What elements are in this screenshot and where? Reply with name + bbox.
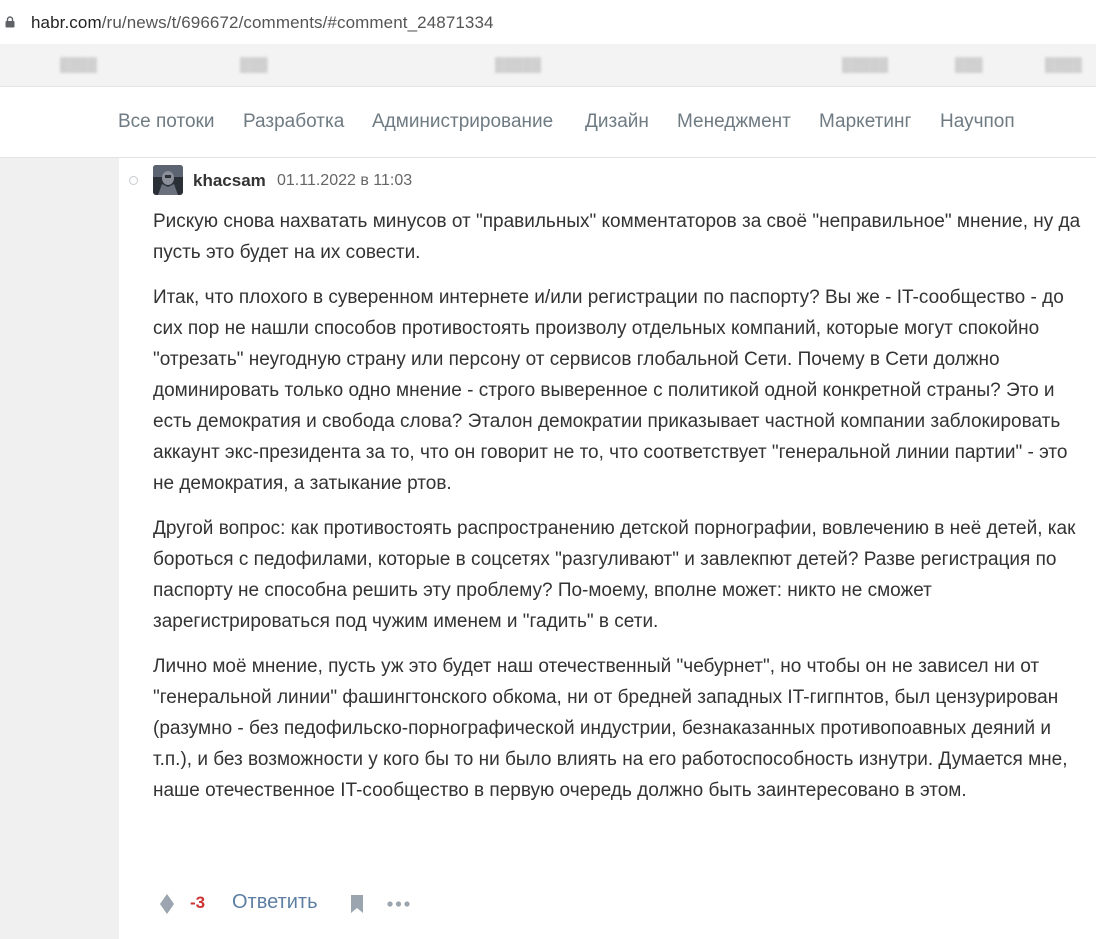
blurred-text: ███ bbox=[240, 57, 268, 72]
avatar-image bbox=[153, 165, 183, 195]
blurred-text: ████ bbox=[60, 57, 97, 72]
comment-paragraph: Лично моё мнение, пусть уж это будет наш отечественный "чебурнет", но чтобы он не зависел ни от "генеральной линии" фашингтонского обкома, ни от бредней западных IT-гигпнтов, был цензурирован (разумно - без педофильско-порнографической индустрии, безнаказанных противопоавных деяний и т.п.), и без возможности у кого бы то ни было влиять на его работоспособность изнутри. Думается мне, наше отечественное IT-сообщество в первую очередь должно быть заинтересовано в этом. bbox=[153, 656, 1068, 801]
bookmark-icon[interactable] bbox=[349, 894, 365, 914]
comment-datetime[interactable]: 01.11.2022 в 11:03 bbox=[277, 172, 413, 189]
blurred-text: █████ bbox=[495, 57, 542, 72]
browser-address-bar[interactable] bbox=[0, 0, 1096, 44]
nav-item-all-flows[interactable]: Все потоки bbox=[118, 111, 215, 132]
reply-button[interactable]: Ответить bbox=[232, 891, 318, 913]
comment-footer bbox=[159, 890, 559, 918]
nav-item-marketing[interactable]: Маркетинг bbox=[819, 111, 912, 132]
comment-paragraph: Итак, что плохого в суверенном интернете и/или регистрации по паспорту? Вы же - IT-сообщество - до сих пор не нашли способов противостоять произволу отдельных компаний, которые могут спокойно "отрезать" неугодную страну или персону от сервисов глобальной Сети. Почему в Сети должно доминировать только одно мнение - строго выверенное с политикой одной конкретной страны? Это и есть демократия и свобода слова? Эталон демократии приказывает частной компании заблокировать аккаунт экс-президента за то, что он говорит не то, что соответствует "генеральной линии партии" - это не демократия, а затыкание ртов. bbox=[153, 287, 1068, 494]
nav-item-administration[interactable]: Администрирование bbox=[372, 111, 554, 132]
comment-paragraph: Рискую снова нахватать минусов от "правильных" комментаторов за своё "неправильное" мнение, ну да пусть это будет на их совести. bbox=[153, 211, 1081, 263]
comment-paragraph: Другой вопрос: как противостоять распространению детской порнографии, вовлечению в неё детей, как бороться с педофилами, которые в соцсетях "разгуливают" и завлекпют детей? Разве регистрация по паспорту не способна решить эту проблему? По-моему, вполне может: никто не сможет зарегистрироваться под чужим именем и "гадить" в сети. bbox=[153, 518, 1076, 632]
blurred-text: ████ bbox=[1045, 57, 1082, 72]
comment-card bbox=[119, 158, 1096, 939]
comment-body bbox=[153, 206, 1083, 820]
nav-item-design[interactable]: Дизайн bbox=[585, 111, 649, 132]
url-host: habr.com bbox=[31, 13, 102, 32]
nav-item-popsci[interactable]: Научпоп bbox=[940, 111, 1015, 132]
nav-item-development[interactable]: Разработка bbox=[243, 111, 345, 132]
vote-icon[interactable] bbox=[159, 893, 175, 915]
url-path: /ru/news/t/696672/comments/#comment_24871334 bbox=[101, 13, 494, 32]
avatar[interactable] bbox=[153, 165, 183, 195]
nav-item-management[interactable]: Менеджмент bbox=[677, 111, 791, 132]
comment-author[interactable]: khacsam bbox=[193, 171, 266, 190]
comment-thread-marker[interactable] bbox=[129, 176, 138, 185]
address-url[interactable] bbox=[31, 13, 494, 33]
site-top-bar bbox=[0, 44, 1096, 87]
comment-score: -3 bbox=[190, 893, 206, 912]
flows-navigation bbox=[0, 87, 1096, 158]
lock-icon bbox=[5, 16, 15, 28]
blurred-text: █████ bbox=[842, 57, 889, 72]
more-icon[interactable] bbox=[386, 900, 411, 908]
blurred-text: ███ bbox=[955, 57, 983, 72]
